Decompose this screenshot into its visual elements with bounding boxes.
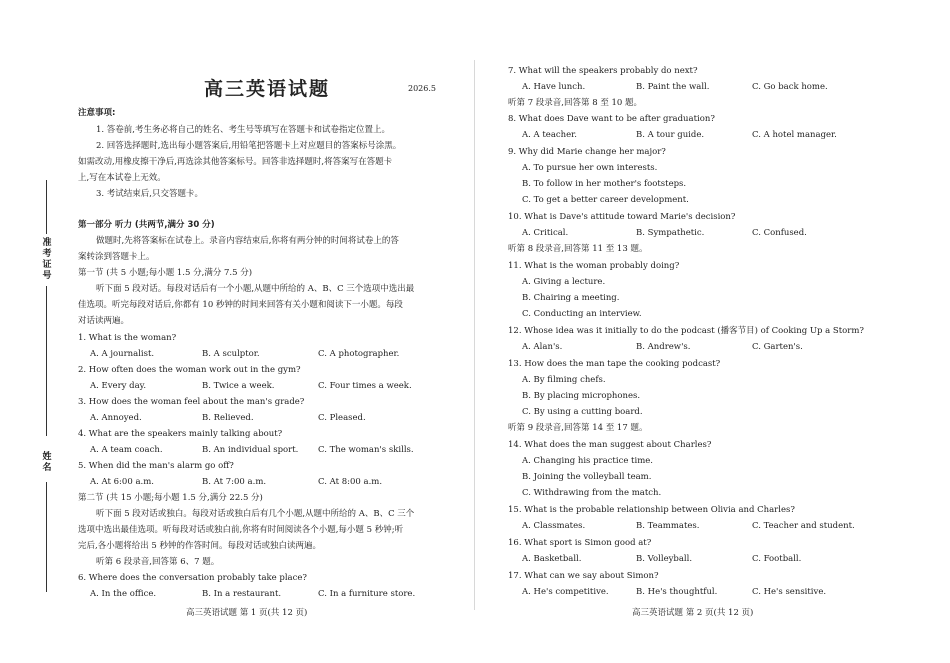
section-intro-line: 对话读两遍。	[78, 316, 130, 326]
section-intro-line: 完后,各小题将给出 5 秒钟的作答时间。每段对话或独白读两遍。	[78, 541, 322, 551]
option-b: B. He's thoughtful.	[636, 587, 718, 597]
option-c: C. A photographer.	[318, 349, 400, 359]
section-heading: 第二节 (共 15 小题;每小题 1.5 分,满分 22.5 分)	[78, 493, 263, 503]
option-b: B. Teammates.	[636, 521, 700, 531]
option-a: A. At 6:00 a.m.	[90, 477, 154, 487]
option-c: C. At 8:00 a.m.	[318, 477, 383, 487]
option-b: B. Joining the volleyball team.	[522, 472, 652, 482]
option-c: C. Confused.	[752, 228, 807, 238]
option-b: B. Andrew's.	[636, 342, 691, 352]
option-b: B. A tour guide.	[636, 130, 705, 140]
section-intro-line: 听下面 5 段对话。每段对话后有一个小题,从题中所给的 A、B、C 三个选项中选出最	[96, 284, 415, 294]
binding-line-top	[46, 180, 47, 234]
exam-id-label: 准考证号	[42, 238, 52, 281]
listen-instruction: 听第 7 段录音,回答第 8 至 10 题。	[508, 98, 643, 108]
option-b: B. At 7:00 a.m.	[202, 477, 267, 487]
option-c: C. Pleased.	[318, 413, 366, 423]
exam-date: 2026.5	[408, 84, 436, 93]
question-text: 4. What are the speakers mainly talking about?	[78, 429, 283, 439]
option-b: B. Chairing a meeting.	[522, 293, 620, 303]
option-a: A. Classmates.	[522, 521, 586, 531]
option-a: A. Annoyed.	[90, 413, 142, 423]
section-heading: 第一节 (共 5 小题;每小题 1.5 分,满分 7.5 分)	[78, 268, 253, 278]
question-text: 12. Whose idea was it initially to do the podcast (播客节目) of Cooking Up a Storm?	[508, 326, 864, 336]
option-a: A. Critical.	[522, 228, 569, 238]
option-c: C. By using a cutting board.	[522, 407, 643, 417]
option-a: A. Changing his practice time.	[522, 456, 653, 466]
question-text: 3. How does the woman feel about the man's grade?	[78, 397, 305, 407]
option-a: A. In the office.	[90, 589, 157, 599]
option-a: A. To pursue her own interests.	[522, 163, 658, 173]
page-footer: 高三英语试题 第 2 页(共 12 页)	[632, 608, 754, 618]
option-c: C. A hotel manager.	[752, 130, 837, 140]
question-text: 9. Why did Marie change her major?	[508, 147, 666, 157]
option-a: A. Alan's.	[522, 342, 563, 352]
section-intro-line: 选项中选出最佳选项。听每段对话或独白前,你将有时间阅读各个小题,每小题 5 秒钟;听	[78, 525, 404, 535]
listen-instruction: 听第 6 段录音,回答第 6、7 题。	[96, 557, 220, 567]
question-text: 13. How does the man tape the cooking podcast?	[508, 359, 721, 369]
option-c: C. Garten's.	[752, 342, 803, 352]
notice-line: 1. 答卷前,考生务必将自己的姓名、考生号等填写在答题卡和试卷指定位置上。	[96, 125, 391, 135]
section-intro-line: 听下面 5 段对话或独白。每段对话或独白后有几个小题,从题中所给的 A、B、C 三个	[96, 509, 415, 519]
notice-line: 2. 回答选择题时,选出每小题答案后,用铅笔把答题卡上对应题目的答案标号涂黑。	[96, 141, 402, 151]
listen-instruction: 听第 9 段录音,回答第 14 至 17 题。	[508, 423, 648, 433]
option-b: B. Volleyball.	[636, 554, 693, 564]
option-a: A. A team coach.	[90, 445, 163, 455]
option-c: C. The woman's skills.	[318, 445, 414, 455]
option-b: B. Relieved.	[202, 413, 254, 423]
page-divider	[474, 60, 475, 610]
question-text: 1. What is the woman?	[78, 333, 177, 343]
option-c: C. Withdrawing from the match.	[522, 488, 662, 498]
exam-title: 高三英语试题	[204, 78, 331, 100]
option-a: A. Giving a lecture.	[522, 277, 606, 287]
page-footer: 高三英语试题 第 1 页(共 12 页)	[186, 608, 308, 618]
option-a: A. A journalist.	[90, 349, 155, 359]
option-c: C. In a furniture store.	[318, 589, 416, 599]
option-b: B. Sympathetic.	[636, 228, 705, 238]
option-c: C. Four times a week.	[318, 381, 412, 391]
option-a: A. He's competitive.	[522, 587, 609, 597]
question-text: 10. What is Dave's attitude toward Marie's decision?	[508, 212, 736, 222]
option-b: B. In a restaurant.	[202, 589, 282, 599]
notice-line: 如需改动,用橡皮擦干净后,再选涂其他答案标号。回答非选择题时,将答案写在答题卡	[78, 157, 393, 167]
option-c: C. Conducting an interview.	[522, 309, 642, 319]
option-c: C. He's sensitive.	[752, 587, 827, 597]
question-text: 7. What will the speakers probably do next?	[508, 66, 698, 76]
part-intro-line: 做题时,先将答案标在试卷上。录音内容结束后,你将有两分钟的时间将试卷上的答	[96, 236, 399, 246]
option-a: A. By filming chefs.	[522, 375, 606, 385]
option-a: A. A teacher.	[522, 130, 577, 140]
section-intro-line: 佳选项。听完每段对话后,你都有 10 秒钟的时间来回答有关小题和阅读下一小题。每段	[78, 300, 403, 310]
option-c: C. Go back home.	[752, 82, 828, 92]
option-b: B. Twice a week.	[202, 381, 275, 391]
option-a: A. Every day.	[90, 381, 147, 391]
option-b: B. By placing microphones.	[522, 391, 641, 401]
listen-instruction: 听第 8 段录音,回答第 11 至 13 题。	[508, 244, 648, 254]
option-a: A. Have lunch.	[522, 82, 586, 92]
option-a: A. Basketball.	[522, 554, 582, 564]
name-label: 姓名	[42, 452, 52, 473]
question-text: 5. When did the man's alarm go off?	[78, 461, 234, 471]
option-b: B. An individual sport.	[202, 445, 299, 455]
notice-line: 上,写在本试卷上无效。	[78, 173, 166, 183]
notice-heading: 注意事项:	[78, 108, 116, 118]
option-b: B. Paint the wall.	[636, 82, 710, 92]
question-text: 15. What is the probable relationship between Olivia and Charles?	[508, 505, 795, 515]
question-text: 17. What can we say about Simon?	[508, 571, 659, 581]
question-text: 16. What sport is Simon good at?	[508, 538, 652, 548]
notice-line: 3. 考试结束后,只交答题卡。	[96, 189, 204, 199]
option-b: B. To follow in her mother's footsteps.	[522, 179, 687, 189]
part-intro-line: 案转涂到答题卡上。	[78, 252, 155, 262]
binding-line-mid	[46, 286, 47, 436]
option-c: C. Teacher and student.	[752, 521, 855, 531]
binding-line-bottom	[46, 482, 47, 592]
question-text: 14. What does the man suggest about Charles?	[508, 440, 712, 450]
option-c: C. To get a better career development.	[522, 195, 689, 205]
question-text: 8. What does Dave want to be after graduation?	[508, 114, 715, 124]
question-text: 6. Where does the conversation probably take place?	[78, 573, 307, 583]
option-c: C. Football.	[752, 554, 802, 564]
option-b: B. A sculptor.	[202, 349, 260, 359]
question-text: 11. What is the woman probably doing?	[508, 261, 680, 271]
question-text: 2. How often does the woman work out in the gym?	[78, 365, 301, 375]
part-heading: 第一部分 听力 (共两节,满分 30 分)	[78, 220, 215, 230]
